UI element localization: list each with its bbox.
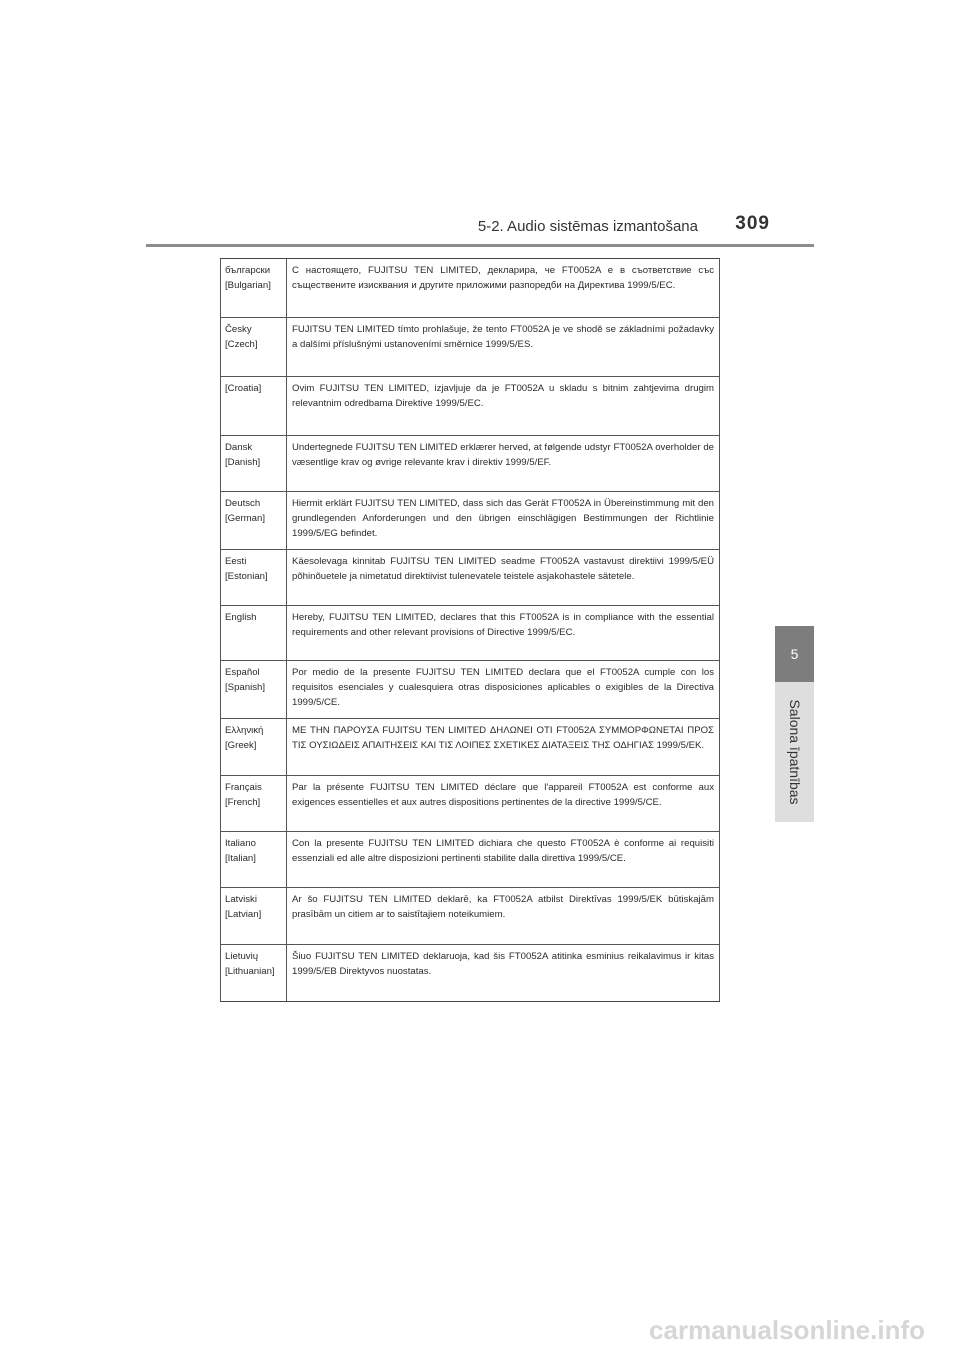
language-cell bbox=[221, 661, 287, 719]
language-cell bbox=[221, 832, 287, 888]
language-name-english: [Latvian] bbox=[225, 909, 262, 920]
declaration-row bbox=[221, 436, 720, 492]
declaration-row bbox=[221, 945, 720, 1002]
language-name: Dansk bbox=[225, 442, 253, 453]
declaration-text: Šiuo FUJITSU TEN LIMITED deklaruoja, kad šis FT0052A atitinka esminius reikalavimus ir kitas 1999/5/EB Direktyvos nuostatas. bbox=[287, 945, 720, 1002]
declaration-text: ΜΕ ΤΗΝ ΠΑΡΟΥΣΑ FUJITSU TEN LIMITED ΔΗΛΩΝΕΙ ΟΤΙ FT0052A ΣΥΜΜΟΡΦΩΝΕΤΑΙ ΠΡΟΣ ΤΙΣ ΟΥΣΙΩΔΕΙΣ ΑΠΑΙΤΗΣΕΙΣ ΚΑΙ ΤΙΣ ΛΟΙΠΕΣ ΣΧΕΤΙΚΕΣ ΔΙΑΤΑΞΕΙΣ ΤΗΣ ΟΔΗΓΙΑΣ 1999/5/ΕΚ. bbox=[287, 719, 720, 776]
language-name-english: [Danish] bbox=[225, 457, 261, 468]
declaration-text: Ar šo FUJITSU TEN LIMITED deklarē, ka FT0052A atbilst Direktīvas 1999/5/EK būtiskajām prasībām un citiem ar to saistītajiem noteikumiem. bbox=[287, 888, 720, 945]
language-name-english: [Czech] bbox=[225, 339, 258, 350]
language-cell bbox=[221, 377, 287, 436]
declaration-text: Undertegnede FUJITSU TEN LIMITED erklærer herved, at følgende udstyr FT0052A overholder de væsentlige krav og øvrige relevante krav i direktiv 1999/5/EF. bbox=[287, 436, 720, 492]
declaration-text: Käesolevaga kinnitab FUJITSU TEN LIMITED seadme FT0052A vastavust direktiivi 1999/5/EÜ põhinõuetele ja nimetatud direktiivist tulenevatele teistele asjakohastele sätetele. bbox=[287, 550, 720, 606]
declaration-text: Ovim FUJITSU TEN LIMITED, izjavljuje da je FT0052A u skladu s bitnim zahtjevima drugim relevantnim odredbama Direktive 1999/5/EC. bbox=[287, 377, 720, 436]
declaration-row bbox=[221, 377, 720, 436]
watermark: carmanualsonline.info bbox=[649, 1315, 925, 1345]
declaration-text: Hiermit erklärt FUJITSU TEN LIMITED, dass sich das Gerät FT0052A in Übereinstimmung mit den grundlegenden Anforderungen und den übrigen einschlägigen Bestimmungen der Richtlinie 1999/5/EG befindet. bbox=[287, 492, 720, 550]
language-cell bbox=[221, 719, 287, 776]
language-cell bbox=[221, 318, 287, 377]
declaration-row bbox=[221, 776, 720, 832]
language-name: български bbox=[225, 265, 271, 276]
language-cell bbox=[221, 492, 287, 550]
language-cell bbox=[221, 945, 287, 1002]
chapter-tab-number: 5 bbox=[775, 626, 814, 682]
declaration-text: FUJITSU TEN LIMITED tímto prohlašuje, že tento FT0052A je ve shodě se základními požadavky a dalšími příslušnými ustanoveními směrnice 1999/5/ES. bbox=[287, 318, 720, 377]
declaration-text: Con la presente FUJITSU TEN LIMITED dichiara che questo FT0052A è conforme ai requisiti essenziali ed alle altre disposizioni pertinenti stabilite dalla direttiva 1999/5/CE. bbox=[287, 832, 720, 888]
language-name: Deutsch bbox=[225, 498, 261, 509]
declaration-row bbox=[221, 259, 720, 318]
language-name: Français bbox=[225, 782, 262, 793]
declaration-text: Por medio de la presente FUJITSU TEN LIMITED declara que el FT0052A cumple con los requisitos esenciales y cualesquiera otras disposiciones aplicables o exigibles de la Directiva 1999/5/CE. bbox=[287, 661, 720, 719]
chapter-tab-label bbox=[775, 682, 814, 822]
language-name-english: [Estonian] bbox=[225, 571, 268, 582]
language-cell bbox=[221, 888, 287, 945]
declaration-text: Hereby, FUJITSU TEN LIMITED, declares that this FT0052A is in compliance with the essential requirements and other relevant provisions of Directive 1999/5/EC. bbox=[287, 606, 720, 661]
header-divider bbox=[146, 244, 814, 247]
language-name: Ελληνική bbox=[225, 725, 264, 736]
declaration-row bbox=[221, 492, 720, 550]
language-name: English bbox=[225, 612, 257, 623]
declaration-row bbox=[221, 318, 720, 377]
chapter-tab-label-text: Salona īpatnības bbox=[786, 699, 803, 805]
declarations-table bbox=[220, 258, 720, 1002]
declaration-row bbox=[221, 832, 720, 888]
language-name: Español bbox=[225, 667, 260, 678]
language-cell bbox=[221, 606, 287, 661]
language-name-english: [French] bbox=[225, 797, 261, 808]
language-name-english: [Bulgarian] bbox=[225, 280, 271, 291]
declaration-text: Par la présente FUJITSU TEN LIMITED déclare que l'appareil FT0052A est conforme aux exigences essentielles et aux autres dispositions pertinentes de la directive 1999/5/CE. bbox=[287, 776, 720, 832]
language-name: Italiano bbox=[225, 838, 256, 849]
language-cell bbox=[221, 776, 287, 832]
page-number: 309 bbox=[735, 213, 770, 234]
declaration-row bbox=[221, 661, 720, 719]
language-cell bbox=[221, 436, 287, 492]
language-name: Latviski bbox=[225, 894, 257, 905]
language-name: Eesti bbox=[225, 556, 247, 567]
declaration-row bbox=[221, 550, 720, 606]
language-name: Lietuvių bbox=[225, 951, 259, 962]
language-name-english: [Italian] bbox=[225, 853, 256, 864]
language-cell bbox=[221, 550, 287, 606]
section-title: 5-2. Audio sistēmas izmantošana bbox=[477, 218, 698, 235]
declaration-row bbox=[221, 719, 720, 776]
language-name: Česky bbox=[225, 324, 252, 335]
language-name: [Croatia] bbox=[225, 383, 262, 394]
language-cell bbox=[221, 259, 287, 318]
language-name-english: [German] bbox=[225, 513, 265, 524]
language-name-english: [Greek] bbox=[225, 740, 257, 751]
declaration-text: С настоящето, FUJITSU TEN LIMITED, декларира, че FT0052A е в съответствие със съществените изисквания и другите приложими разпоредби на Директива 1999/5/ЕС. bbox=[287, 259, 720, 318]
declaration-row bbox=[221, 888, 720, 945]
declaration-row bbox=[221, 606, 720, 661]
language-name-english: [Lithuanian] bbox=[225, 966, 275, 977]
language-name-english: [Spanish] bbox=[225, 682, 266, 693]
